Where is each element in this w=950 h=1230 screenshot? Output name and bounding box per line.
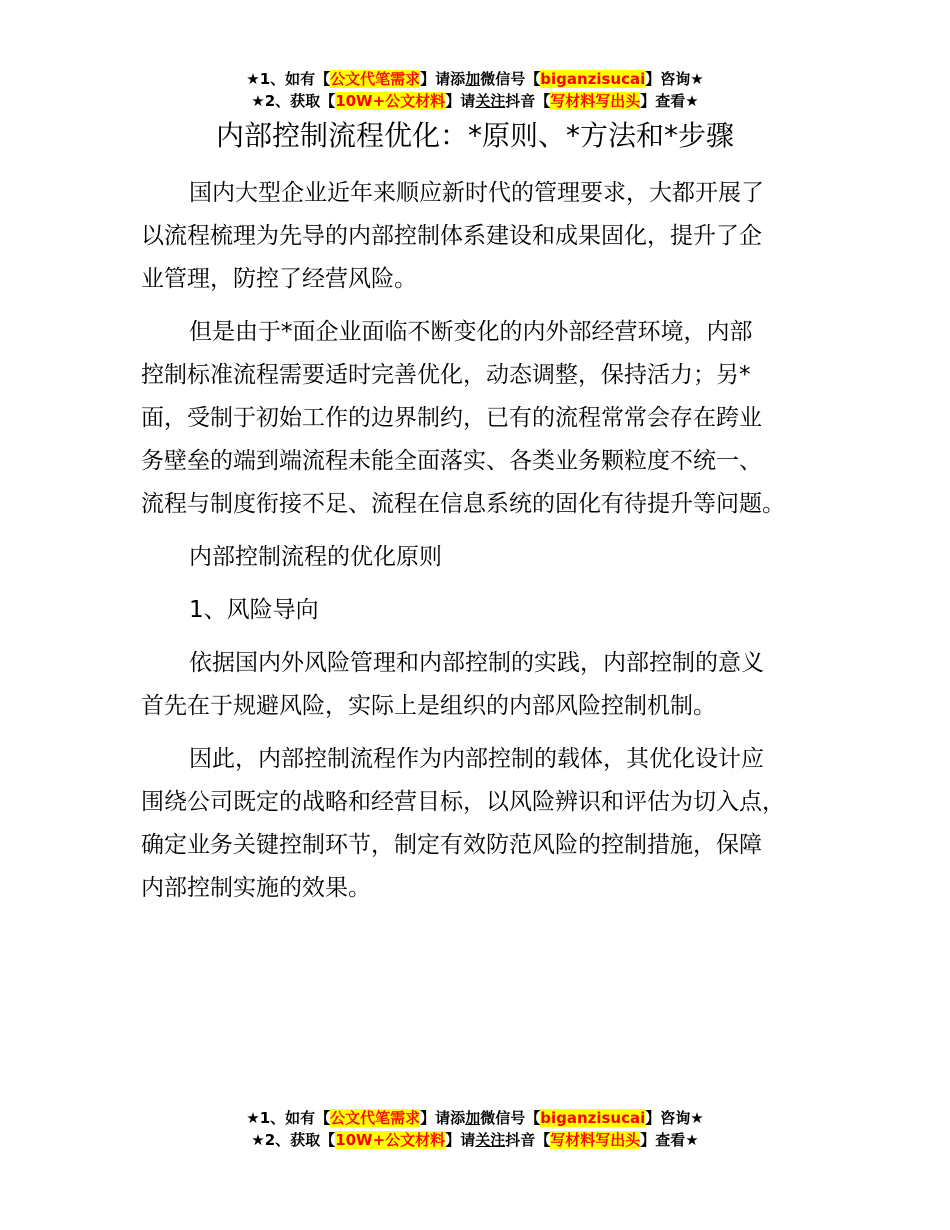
subsection-heading [141,589,835,632]
text-line: 确定业务关键控制环节，制定有效防范风险的控制措施，保障 [141,832,762,858]
banner-text: 】咨询★ [645,70,704,88]
banner-text: 】请添 [420,70,466,88]
text-line: 业管理，防控了经营风险。 [141,266,417,292]
banner-text: ★2、获取【 [251,92,336,110]
banner-underlined-text: 关注 [475,1131,506,1149]
banner-text: 】请 [445,92,476,110]
heading-line: 1、风险导向 [189,597,319,623]
banner-line-1 [0,1107,950,1129]
text-line: 国内大型企业近年来顺应新时代的管理要求，大都开展了 [189,180,764,206]
banner-text: 抖音【 [505,1131,551,1149]
banner-text: 】查看★ [640,92,699,110]
text-line: 控制标准流程需要适时完善优化，动态调整，保持活力；另* [141,362,751,388]
paragraph-intro [141,172,835,301]
banner-wechat-id: biganzisucai [540,70,646,88]
text-line: 流程与制度衔接不足、流程在信息系统的固化有待提升等问题。 [141,491,785,517]
heading-line: 内部控制流程的优化原则 [189,544,442,570]
paragraph-risk-basis [141,642,835,728]
text-line: 首先在于规避风险，实际上是组织的内部风险控制机制。 [141,693,716,719]
banner-highlight: 公文代笔需求 [330,70,421,88]
banner-text: ★1、如有【 [246,1109,331,1127]
document-body [141,172,835,920]
text-line: 依据国内外风险管理和内部控制的实践，内部控制的意义 [189,650,764,676]
banner-line-2 [0,1129,950,1151]
header-banner [0,68,950,112]
banner-text: 】请添 [420,1109,466,1127]
banner-douyin-name: 写材料写出头 [550,1131,641,1149]
banner-line-1 [0,68,950,90]
banner-underlined-text: 加 [465,1109,481,1127]
text-line: 以流程梳理为先导的内部控制体系建设和成果固化，提升了企 [141,223,762,249]
banner-text: 】查看★ [640,1131,699,1149]
banner-highlight: 公文代笔需求 [330,1109,421,1127]
banner-text: 微信号【 [480,70,541,88]
banner-douyin-name: 写材料写出头 [550,92,641,110]
text-line: 务壁垒的端到端流程未能全面落实、各类业务颗粒度不统一、 [141,448,762,474]
banner-text: 】请 [445,1131,476,1149]
banner-line-2 [0,90,950,112]
banner-text: ★1、如有【 [246,70,331,88]
banner-text: ★2、获取【 [251,1131,336,1149]
text-line: 内部控制实施的效果。 [141,875,371,901]
paragraph-design [141,738,835,910]
banner-text: 抖音【 [505,92,551,110]
banner-text: 】咨询★ [645,1109,704,1127]
banner-underlined-text: 关注 [475,92,506,110]
text-line: 但是由于*面企业面临不断变化的内外部经营环境，内部 [189,319,753,345]
footer-banner [0,1107,950,1151]
banner-highlight: 10W+公文材料 [335,92,446,110]
text-line: 围绕公司既定的战略和经营目标，以风险辨识和评估为切入点， [141,789,785,815]
text-line: 面，受制于初始工作的边界制约，已有的流程常常会存在跨业 [141,405,762,431]
text-line: 因此，内部控制流程作为内部控制的载体，其优化设计应 [189,746,764,772]
paragraph-problems [141,311,835,526]
banner-text: 微信号【 [480,1109,541,1127]
banner-highlight: 10W+公文材料 [335,1131,446,1149]
document-title: 内部控制流程优化：*原则、*方法和*步骤 [215,119,734,152]
banner-wechat-id: biganzisucai [540,1109,646,1127]
section-heading [141,536,835,579]
banner-underlined-text: 加 [465,70,481,88]
